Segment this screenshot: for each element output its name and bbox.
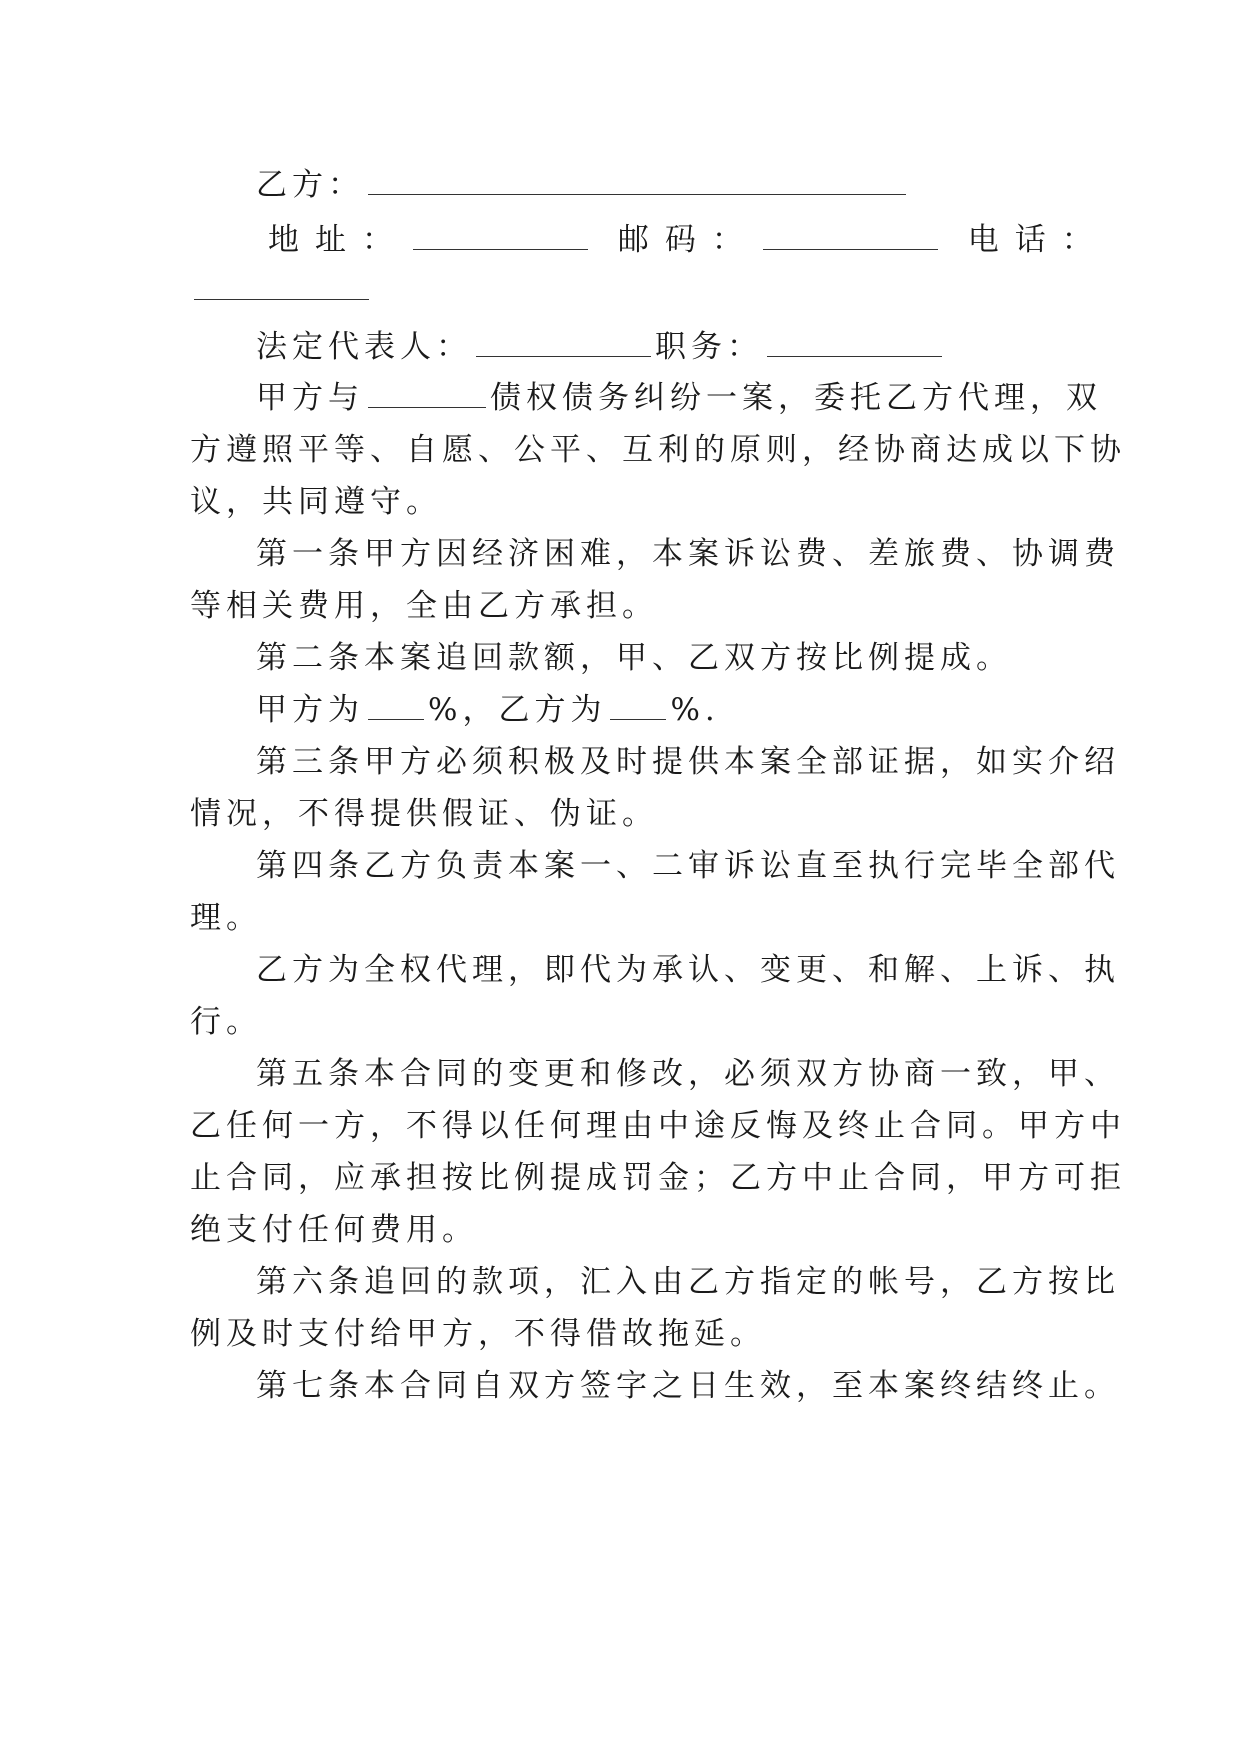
article-4-line-2: 理。 [190, 900, 262, 936]
intro-line-2: 方遵照平等、自愿、公平、互利的原则，经协商达成以下协 [190, 432, 1126, 468]
postcode-label: 邮码： [617, 222, 759, 258]
intro-text-b: 债权债务纠纷一案，委托乙方代理，双 [490, 380, 1102, 416]
party-b-share-label: %，乙方为 [428, 692, 607, 728]
article-6-line-2: 例及时支付给甲方，不得借故拖延。 [190, 1316, 766, 1352]
article-5-line-3: 止合同，应承担按比例提成罚金；乙方中止合同，甲方可拒 [190, 1160, 1126, 1196]
position-blank [767, 330, 942, 357]
legal-rep-blank [476, 330, 651, 357]
article-1-line-2: 等相关费用，全由乙方承担。 [190, 588, 658, 624]
contact-line [268, 220, 1109, 260]
article-4-line-3: 乙方为全权代理，即代为承认、变更、和解、上诉、执 [256, 952, 1120, 988]
percent-end: %. [670, 692, 720, 728]
article-2-line-1: 第二条本案追回款额，甲、乙双方按比例提成。 [256, 640, 1012, 676]
intro-line-1 [256, 378, 1102, 418]
party-b-blank [368, 168, 906, 195]
article-5-line-2: 乙任何一方，不得以任何理由中途反悔及终止合同。甲方中 [190, 1108, 1126, 1144]
article-6-line-1: 第六条追回的款项，汇入由乙方指定的帐号，乙方按比 [256, 1264, 1120, 1300]
article-3-line-2: 情况，不得提供假证、伪证。 [190, 796, 658, 832]
phone-label: 电话： [967, 222, 1109, 258]
article-4-line-4: 行。 [190, 1004, 262, 1040]
legal-rep-line [256, 327, 946, 367]
party-b-line [256, 165, 910, 205]
position-label: 职务： [655, 329, 763, 365]
postcode-blank [763, 223, 938, 250]
address-label: 地址： [268, 222, 409, 258]
article-5-line-4: 绝支付任何费用。 [190, 1212, 478, 1248]
article-5-line-1: 第五条本合同的变更和修改，必须双方协商一致，甲、 [256, 1056, 1120, 1092]
opponent-blank [368, 381, 486, 408]
party-a-share-label: 甲方为 [256, 692, 364, 728]
article-7-line-1: 第七条本合同自双方签字之日生效，至本案终结终止。 [256, 1368, 1120, 1404]
phone-blank-line [190, 270, 373, 310]
article-2-line-2 [256, 690, 720, 730]
intro-line-3: 议，共同遵守。 [190, 484, 442, 520]
intro-text-a: 甲方与 [256, 380, 364, 416]
phone-blank [194, 273, 369, 300]
party-a-share-blank [368, 693, 424, 720]
party-b-share-blank [610, 693, 666, 720]
article-3-line-1: 第三条甲方必须积极及时提供本案全部证据，如实介绍 [256, 744, 1120, 780]
article-1-line-1: 第一条甲方因经济困难，本案诉讼费、差旅费、协调费 [256, 536, 1120, 572]
party-b-label: 乙方： [256, 167, 364, 203]
address-blank [413, 223, 588, 250]
legal-rep-label: 法定代表人： [256, 329, 472, 365]
article-4-line-1: 第四条乙方负责本案一、二审诉讼直至执行完毕全部代 [256, 848, 1120, 884]
